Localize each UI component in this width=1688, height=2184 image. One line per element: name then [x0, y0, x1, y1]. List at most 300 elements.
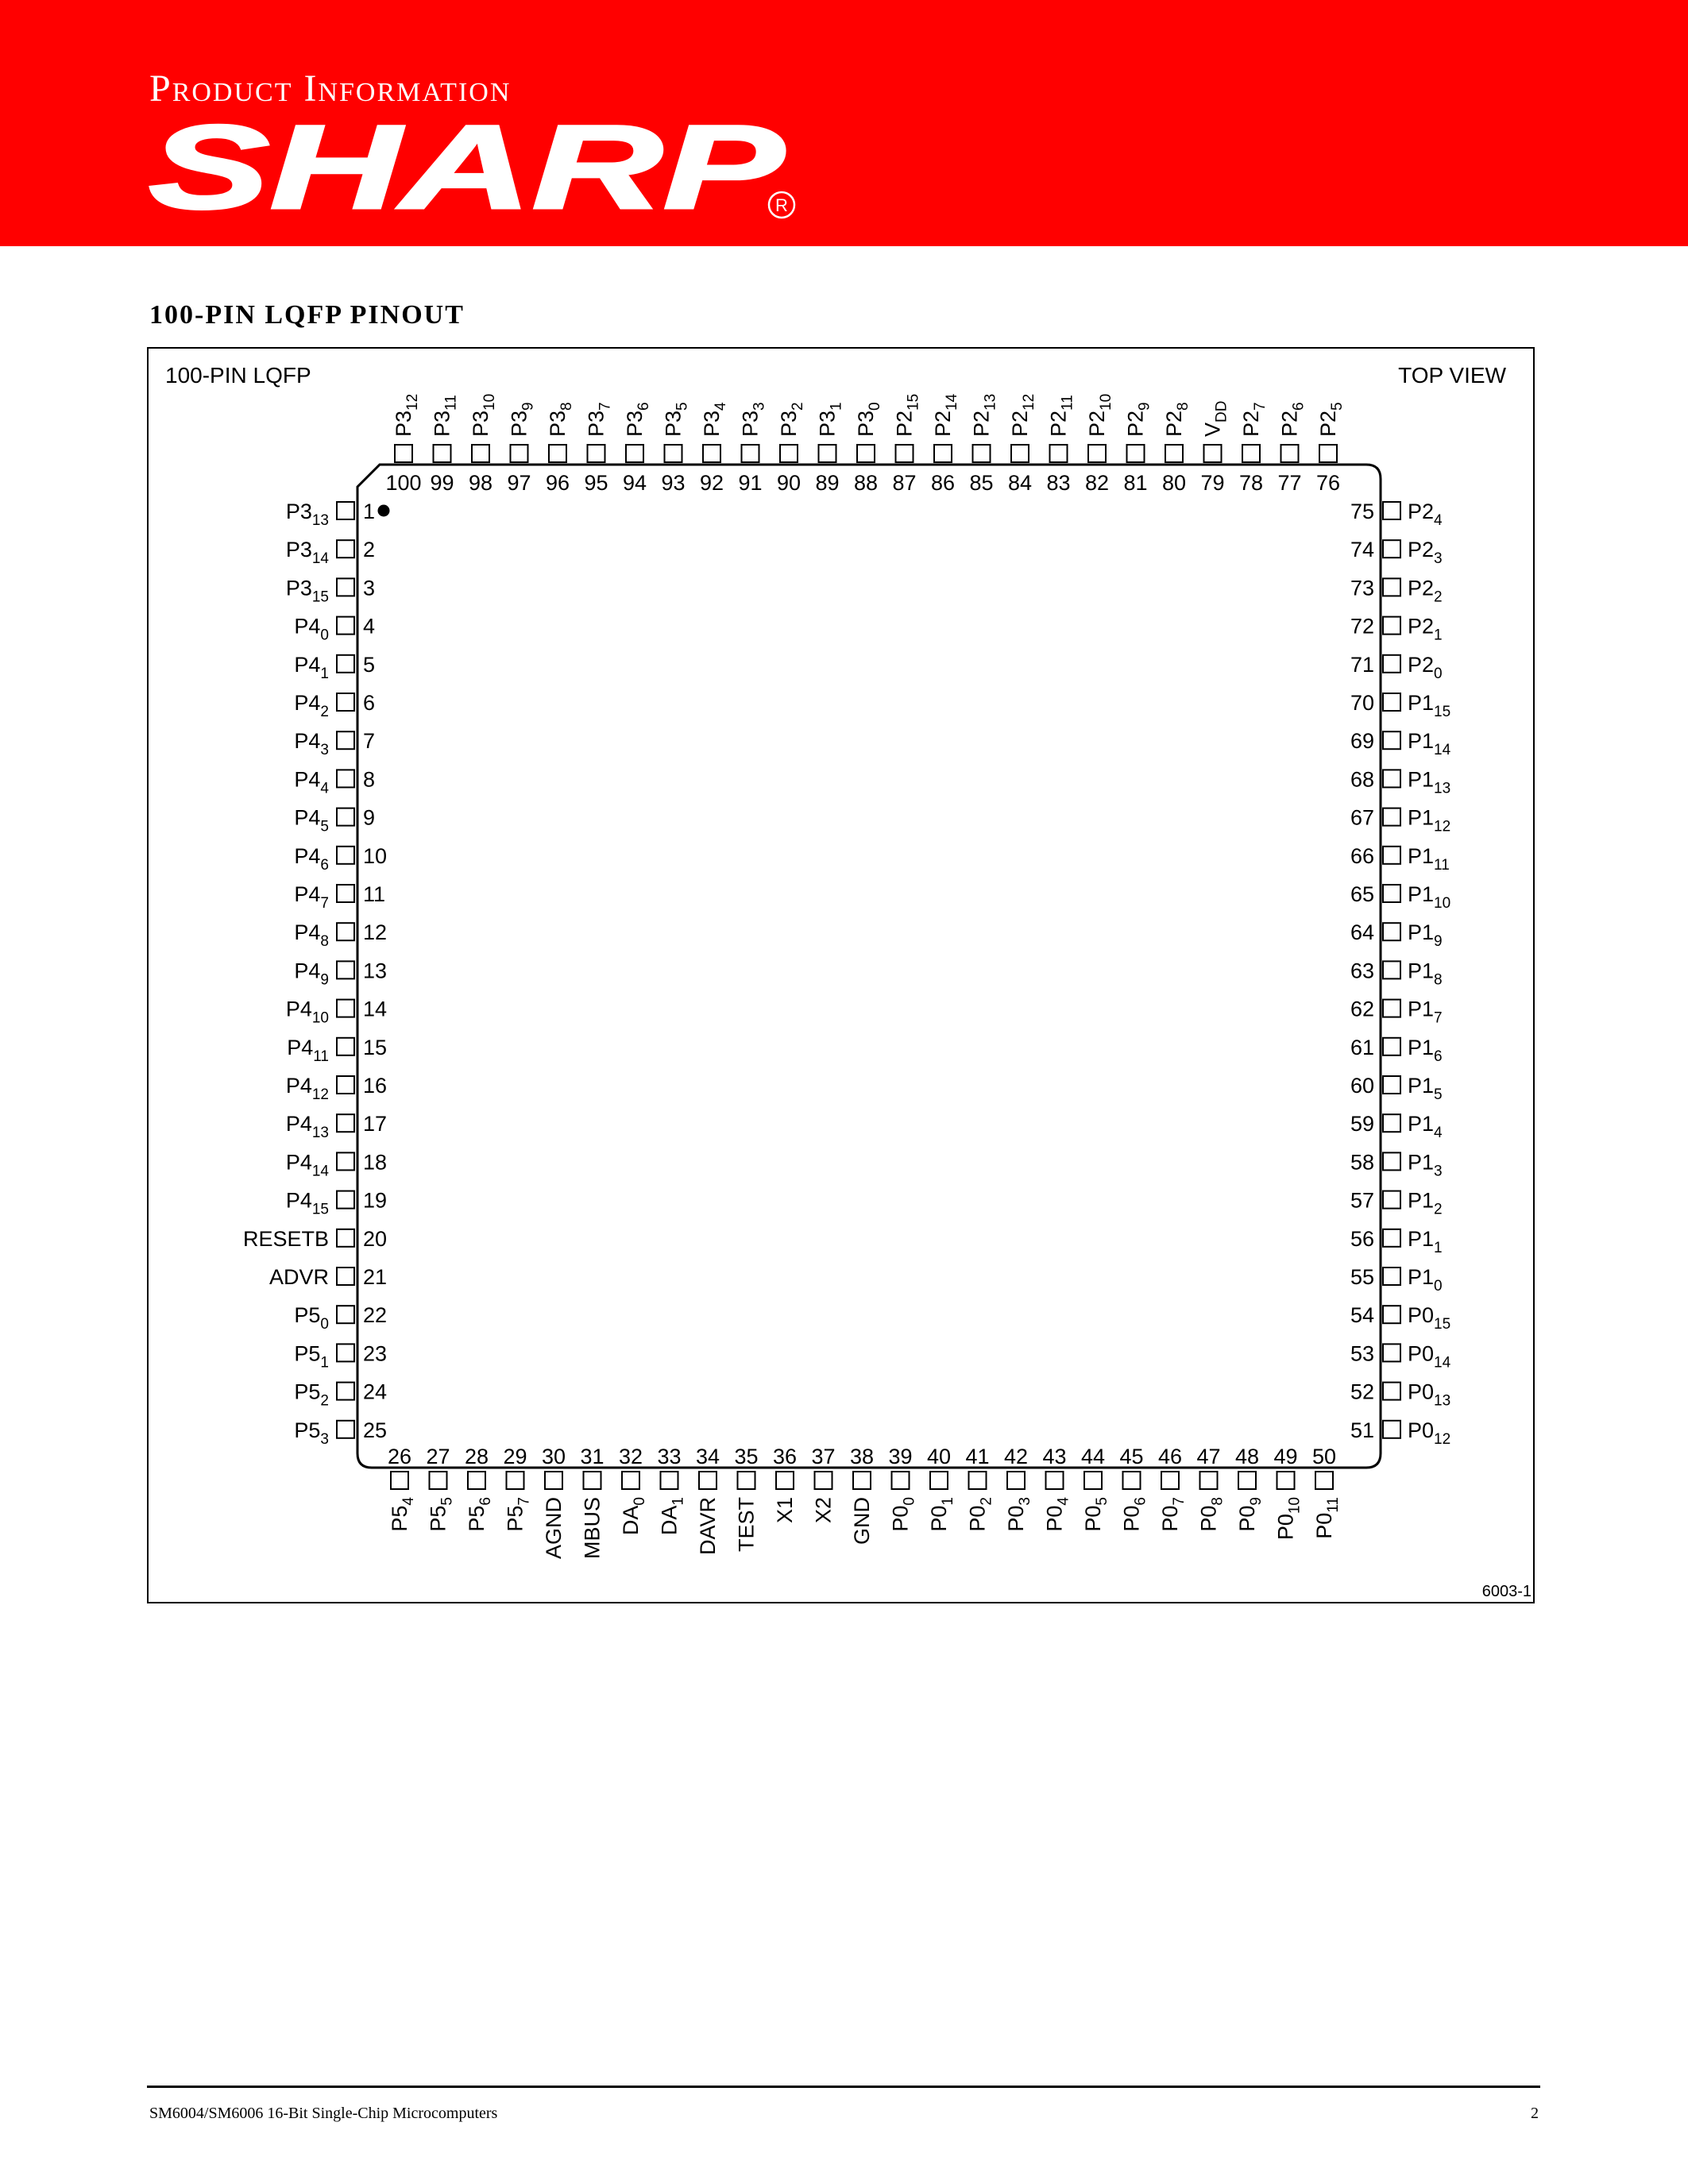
- pin-name: [1408, 1112, 1443, 1141]
- pin-9: [294, 806, 375, 835]
- pin-name: [1408, 1074, 1443, 1103]
- pin-name-subscript: 9: [520, 402, 537, 411]
- pin-name: [508, 402, 537, 437]
- pin-name: [893, 394, 922, 437]
- pin-name: [1201, 401, 1230, 437]
- pin-92-pad: [703, 445, 720, 462]
- pin-name-base: P4: [294, 959, 321, 983]
- pin-name-subscript: 1: [320, 1354, 329, 1372]
- pin-name: [294, 806, 329, 835]
- pin-77: [1277, 402, 1307, 495]
- pin-number: 84: [1007, 471, 1033, 495]
- pin-name-subscript: 7: [1171, 1497, 1188, 1506]
- pin-52: [1350, 1380, 1450, 1410]
- pin-number: 28: [464, 1445, 489, 1468]
- pin-49: [1273, 1445, 1303, 1540]
- pin-number: 90: [776, 471, 802, 495]
- pin-name: [1004, 1497, 1033, 1532]
- pin-name-base: P0: [1081, 1505, 1105, 1532]
- pin-43: [1042, 1445, 1072, 1532]
- pin-46-pad: [1161, 1472, 1179, 1489]
- pin-number: 63: [1350, 959, 1374, 983]
- pin1-marker: [378, 505, 390, 517]
- pin-number: 44: [1080, 1445, 1106, 1468]
- pin-name: [850, 1497, 874, 1545]
- pin-name-subscript: DD: [1213, 400, 1230, 423]
- pin-42-pad: [1007, 1472, 1025, 1489]
- pin-name-base: P2: [1008, 410, 1032, 437]
- pin-number: 8: [363, 767, 376, 792]
- pin-name-base: P0: [965, 1505, 990, 1532]
- pin-name-subscript: 15: [1434, 704, 1451, 720]
- pin-name: [1408, 615, 1443, 644]
- pin-name-base: P1: [1408, 767, 1435, 792]
- pin-number: 46: [1157, 1445, 1183, 1468]
- pin-70: [1350, 691, 1450, 720]
- pin-name: [286, 1074, 329, 1103]
- pin-94: [623, 402, 652, 495]
- pin-name-subscript: 7: [516, 1497, 533, 1506]
- pin-name-subscript: 2: [978, 1497, 995, 1506]
- pin-63-pad: [1383, 961, 1400, 978]
- pin-number: 73: [1350, 576, 1374, 600]
- pin-number: 16: [363, 1074, 388, 1098]
- pin-number: 5: [363, 652, 376, 677]
- pin-90: [777, 402, 806, 495]
- pin-name-base: P0: [1408, 1341, 1435, 1366]
- pin-number: 92: [699, 471, 724, 495]
- pin-name-base: P4: [294, 805, 321, 830]
- pin-number: 64: [1350, 920, 1374, 945]
- pin-number: 91: [738, 471, 763, 495]
- pin-21-pad: [337, 1268, 354, 1285]
- pin-4: [294, 615, 375, 644]
- pin-name-subscript: 4: [1434, 1125, 1443, 1142]
- pin-22-pad: [337, 1306, 354, 1323]
- pin-53-pad: [1383, 1344, 1400, 1361]
- pin-name: [662, 402, 691, 437]
- pin-45-pad: [1123, 1472, 1141, 1489]
- pin-name-subscript: 6: [1132, 1497, 1149, 1506]
- pin-number: 62: [1350, 997, 1374, 1021]
- pin-name-subscript: 5: [438, 1497, 456, 1506]
- pin-name: [542, 1497, 566, 1559]
- pin-name-subscript: 4: [1055, 1497, 1072, 1506]
- pin-number: 2: [363, 538, 376, 562]
- pin-number: 3: [363, 576, 376, 600]
- pin-name-base: P0: [888, 1505, 913, 1532]
- pin-74-pad: [1383, 540, 1400, 558]
- pin-name-subscript: 6: [635, 402, 652, 411]
- pin-14: [286, 997, 387, 1027]
- pin-number: 15: [363, 1035, 388, 1059]
- pin-name-base: P0: [1408, 1379, 1435, 1404]
- pin-name: [392, 394, 421, 437]
- pin-100-pad: [395, 445, 412, 462]
- pin-83: [1046, 395, 1076, 495]
- pin-number: 79: [1200, 471, 1225, 495]
- pin-92: [700, 402, 729, 495]
- pin-number: 38: [849, 1445, 875, 1468]
- pin-58-pad: [1383, 1152, 1400, 1170]
- pin-name: [294, 691, 329, 720]
- pin-name: [1408, 920, 1443, 950]
- pin-name-subscript: 15: [905, 393, 922, 411]
- pin-name: [286, 997, 329, 1027]
- pin-97-pad: [511, 445, 528, 462]
- pin-name: [1408, 1189, 1443, 1218]
- pin-name-subscript: 8: [1434, 971, 1443, 989]
- pin-number: 69: [1350, 729, 1374, 754]
- pin-number: 30: [541, 1445, 566, 1468]
- pin-61: [1350, 1036, 1443, 1065]
- pin-29-pad: [507, 1472, 524, 1489]
- pin-name: [1408, 1418, 1450, 1448]
- pin-81: [1123, 402, 1153, 495]
- pin-71-pad: [1383, 655, 1400, 673]
- pin-name: [1408, 882, 1450, 912]
- pin-100: [385, 394, 421, 495]
- pin-20: [243, 1227, 387, 1251]
- pin-name-base: P1: [1408, 1112, 1435, 1136]
- pin-name-base: P5: [503, 1505, 527, 1532]
- pin-name-subscript: 5: [1329, 402, 1346, 411]
- pin-name: [1274, 1497, 1304, 1540]
- pin-name-subscript: 6: [1290, 402, 1308, 411]
- pin-number: 1: [363, 500, 376, 523]
- pin-75: [1350, 500, 1443, 529]
- pin-number: 18: [363, 1150, 388, 1175]
- pin-name-subscript: 15: [311, 1201, 329, 1218]
- pin-63: [1350, 959, 1443, 988]
- pin-number: 36: [772, 1445, 798, 1468]
- pin-name-base: P2: [1277, 410, 1302, 437]
- pin-name-subscript: 5: [320, 818, 329, 835]
- pin-name: [1312, 1497, 1342, 1539]
- footer-page-number: 2: [1531, 2105, 1539, 2122]
- pin-24: [294, 1380, 387, 1410]
- pin-name-subscript: 14: [944, 393, 960, 411]
- pin-name-base: P5: [465, 1505, 489, 1532]
- view-label: TOP VIEW: [1398, 363, 1506, 388]
- pin-number: 67: [1350, 805, 1374, 830]
- pin-number: 58: [1350, 1150, 1374, 1175]
- pin-name-base: P2: [1123, 410, 1148, 437]
- pin-12-pad: [337, 923, 354, 940]
- pin-number: 14: [363, 997, 388, 1021]
- pin-35: [734, 1445, 758, 1552]
- pin-name-subscript: 0: [320, 627, 329, 644]
- pin-61-pad: [1383, 1038, 1400, 1055]
- pin-name-base: DA: [619, 1505, 643, 1536]
- pin-49-pad: [1277, 1472, 1295, 1489]
- pin-name-subscript: 2: [1434, 1201, 1443, 1218]
- pin-number: 45: [1119, 1445, 1144, 1468]
- pin-number: 53: [1350, 1341, 1374, 1366]
- pin-name-subscript: 0: [1434, 665, 1443, 682]
- pin-67: [1350, 806, 1450, 835]
- pin-name-subscript: 0: [1434, 1278, 1443, 1295]
- pin-name: [1316, 402, 1346, 437]
- pin-name: [1124, 402, 1153, 437]
- pin-16: [286, 1074, 387, 1103]
- pin-number: 43: [1042, 1445, 1067, 1468]
- pin-name-base: P2: [892, 410, 917, 437]
- pin-name: [1408, 653, 1443, 682]
- chip-outline: [357, 465, 1381, 1468]
- pin-name-base: P2: [1408, 500, 1435, 523]
- pin-number: 27: [426, 1445, 450, 1468]
- pin-number: 60: [1350, 1074, 1374, 1098]
- pin-name-subscript: 3: [1017, 1497, 1033, 1506]
- pin-name-base: GND: [850, 1497, 874, 1545]
- pin-number: 61: [1350, 1035, 1374, 1059]
- pin-26: [388, 1445, 417, 1532]
- pin-name-base: P4: [285, 997, 312, 1021]
- pin-65-pad: [1383, 885, 1400, 902]
- pin-number: 55: [1350, 1265, 1374, 1289]
- pin-name-base: P4: [294, 614, 321, 639]
- pin-33: [657, 1445, 686, 1535]
- pin-15: [287, 1036, 387, 1065]
- pin-43-pad: [1046, 1472, 1064, 1489]
- pin-75-pad: [1383, 502, 1400, 519]
- pin-name: [1008, 394, 1037, 437]
- pin-number: 74: [1350, 538, 1374, 562]
- pin-3-pad: [337, 578, 354, 596]
- pin-name-base: P1: [1408, 805, 1435, 830]
- pin-name-base: P4: [285, 1188, 312, 1213]
- pin-36: [773, 1445, 797, 1523]
- pin-name-subscript: 1: [670, 1497, 687, 1506]
- pin-name-subscript: 12: [1434, 1430, 1451, 1448]
- pin-name-subscript: 9: [1434, 933, 1443, 951]
- pin-name-subscript: 1: [940, 1497, 956, 1506]
- pin-83-pad: [1050, 445, 1068, 462]
- pin-number: 39: [888, 1445, 913, 1468]
- pin-24-pad: [337, 1383, 354, 1400]
- pin-name: [286, 538, 330, 567]
- pin-name-base: P4: [294, 882, 321, 906]
- pin-name: [546, 402, 575, 437]
- pin-23-pad: [337, 1344, 354, 1361]
- pin-name-subscript: 11: [1059, 395, 1076, 411]
- pin-number: 35: [734, 1445, 759, 1468]
- pin-name-base: P0: [1158, 1505, 1182, 1532]
- pin-name-subscript: 9: [1248, 1497, 1265, 1506]
- pin-name-base: P3: [854, 410, 878, 437]
- pin-name-base: P2: [931, 410, 955, 437]
- pin-name-subscript: 12: [311, 1086, 329, 1103]
- pin-name-base: P3: [285, 500, 312, 523]
- pin-name-base: P2: [1408, 652, 1435, 677]
- pin-name-base: RESETB: [242, 1226, 329, 1251]
- pin-26-pad: [391, 1472, 408, 1489]
- pin-50: [1312, 1445, 1342, 1539]
- pin-name-base: P1: [1408, 843, 1435, 868]
- pin-64: [1350, 920, 1443, 950]
- pin-name-subscript: 0: [867, 402, 883, 411]
- pin-9-pad: [337, 808, 354, 826]
- pin-name-subscript: 7: [597, 402, 614, 411]
- pin-name-subscript: 4: [320, 780, 329, 797]
- pin-name-subscript: 4: [400, 1497, 417, 1506]
- pin-number: 23: [363, 1341, 388, 1366]
- pin-name-subscript: 11: [1325, 1497, 1342, 1513]
- pin-6-pad: [337, 693, 354, 711]
- pin-name-base: P1: [1408, 882, 1435, 906]
- pin-name: [1197, 1497, 1226, 1532]
- pin-name: [1235, 1497, 1265, 1532]
- pin-name-subscript: 8: [1175, 402, 1192, 411]
- pin-32: [619, 1445, 648, 1535]
- pin-name-subscript: 8: [320, 933, 329, 951]
- pin-70-pad: [1383, 693, 1400, 711]
- pin-number: 93: [661, 471, 686, 495]
- pin-number: 94: [622, 471, 647, 495]
- pin-54: [1350, 1303, 1450, 1333]
- pin-73-pad: [1383, 578, 1400, 596]
- pin-name-base: P0: [1004, 1505, 1028, 1532]
- pin-name-base: P2: [969, 410, 994, 437]
- pin-46: [1158, 1445, 1188, 1532]
- pin-name-subscript: 2: [320, 1392, 329, 1410]
- pin-62: [1350, 997, 1443, 1027]
- pin-number: 29: [503, 1445, 527, 1468]
- pin-name-base: P4: [294, 920, 321, 945]
- pin-name-subscript: 15: [1434, 1316, 1451, 1333]
- pin-name-base: P4: [294, 767, 321, 792]
- pin-name-base: P0: [1312, 1512, 1336, 1539]
- pin-66-pad: [1383, 847, 1400, 864]
- pin-28-pad: [468, 1472, 485, 1489]
- pin-name: [286, 1150, 330, 1179]
- pin-1: [286, 500, 375, 529]
- pin-name: [1278, 402, 1308, 437]
- pin-76: [1316, 402, 1346, 495]
- pin-name-subscript: 14: [1434, 742, 1451, 759]
- pin-57-pad: [1383, 1191, 1400, 1209]
- pin-name-base: P1: [1408, 1150, 1435, 1175]
- pin-number: 42: [1003, 1445, 1029, 1468]
- package-label: 100-PIN LQFP: [165, 363, 311, 388]
- pin-name-base: P0: [1235, 1505, 1259, 1532]
- pin-name-base: MBUS: [580, 1497, 605, 1560]
- pin-name: [504, 1497, 533, 1532]
- pin-80-pad: [1165, 445, 1183, 462]
- pin-69: [1350, 729, 1451, 758]
- pin-36-pad: [776, 1472, 794, 1489]
- pin-number: 7: [363, 729, 376, 754]
- pin-number: 72: [1350, 614, 1374, 639]
- pin-17: [286, 1112, 387, 1141]
- pin-name-base: P4: [294, 729, 321, 754]
- section-title: 100-PIN LQFP PINOUT: [149, 300, 465, 330]
- pin-name-base: X2: [811, 1497, 836, 1524]
- pin-34-pad: [699, 1472, 717, 1489]
- pin-7: [294, 729, 375, 758]
- pin-name-base: P0: [1273, 1514, 1298, 1541]
- pin-name-base: P1: [1408, 691, 1435, 715]
- pin-name: [931, 393, 960, 437]
- pin-number: 89: [815, 471, 840, 495]
- pin-name-base: P4: [287, 1035, 314, 1059]
- pin-name-subscript: 14: [311, 550, 329, 568]
- pin-number: 99: [430, 471, 454, 495]
- pin-number: 57: [1350, 1188, 1374, 1213]
- pin-name-subscript: 11: [313, 1048, 329, 1065]
- pin-number: 66: [1350, 843, 1374, 868]
- pin-97: [507, 402, 536, 495]
- pin-name-subscript: 10: [1286, 1497, 1304, 1515]
- pin-name-base: P2: [1408, 538, 1435, 562]
- pin-2: [286, 538, 375, 567]
- pin-name-base: DA: [657, 1505, 682, 1536]
- pin-name-base: P3: [507, 410, 531, 437]
- pin-11: [294, 882, 385, 912]
- pin-name-subscript: 6: [477, 1497, 494, 1506]
- pin-number: 82: [1084, 471, 1110, 495]
- pin-82: [1085, 394, 1114, 495]
- pin-56: [1350, 1227, 1443, 1256]
- pin-name: [773, 1497, 797, 1523]
- pin-name-base: P2: [1162, 410, 1186, 437]
- pin-number: 75: [1350, 500, 1374, 523]
- pin-number: 31: [580, 1445, 605, 1468]
- pin-name-base: P3: [430, 410, 454, 437]
- pin-name: [970, 394, 999, 437]
- pin-name-subscript: 5: [1094, 1497, 1111, 1506]
- sharp-logo-wordmark: SHARP: [149, 118, 786, 221]
- pin-name-base: P1: [1408, 1074, 1435, 1098]
- pin-name: [1158, 1497, 1188, 1532]
- pin-98-pad: [472, 445, 489, 462]
- pin-number: 54: [1350, 1303, 1374, 1328]
- pin-name: [619, 1497, 648, 1535]
- pin-42: [1004, 1445, 1033, 1532]
- pin-name-base: P4: [285, 1074, 312, 1098]
- pin-99-pad: [434, 445, 451, 462]
- pin-57: [1350, 1189, 1443, 1218]
- pin-17-pad: [337, 1114, 354, 1132]
- pin-name-subscript: 10: [1434, 895, 1451, 912]
- pin-93: [661, 402, 690, 495]
- pin-name: [431, 395, 460, 437]
- pin-number: 52: [1350, 1379, 1374, 1404]
- pin-name: [294, 882, 329, 912]
- pin-number: 78: [1238, 471, 1264, 495]
- pin-name: [1239, 402, 1269, 437]
- pin-name-base: P5: [294, 1418, 321, 1442]
- pin-name: [585, 402, 614, 437]
- pin-number: 24: [363, 1379, 388, 1404]
- pin-number: 20: [363, 1226, 388, 1251]
- pin-name-base: P2: [1316, 410, 1340, 437]
- pin-number: 41: [965, 1445, 990, 1468]
- pin-name-subscript: 8: [1209, 1497, 1226, 1506]
- pin-79-pad: [1204, 445, 1222, 462]
- pin-name: [1408, 538, 1443, 567]
- pin-name: [1408, 959, 1443, 988]
- pin-name-subscript: 4: [1434, 512, 1443, 529]
- pin-number: 77: [1277, 471, 1302, 495]
- pin-name-subscript: 12: [404, 393, 421, 411]
- pin-name: [287, 1036, 329, 1065]
- pin-name-base: ADVR: [268, 1265, 329, 1289]
- pin-18: [286, 1150, 387, 1179]
- pin-name: [294, 1303, 329, 1333]
- pin-name-base: P5: [294, 1379, 321, 1404]
